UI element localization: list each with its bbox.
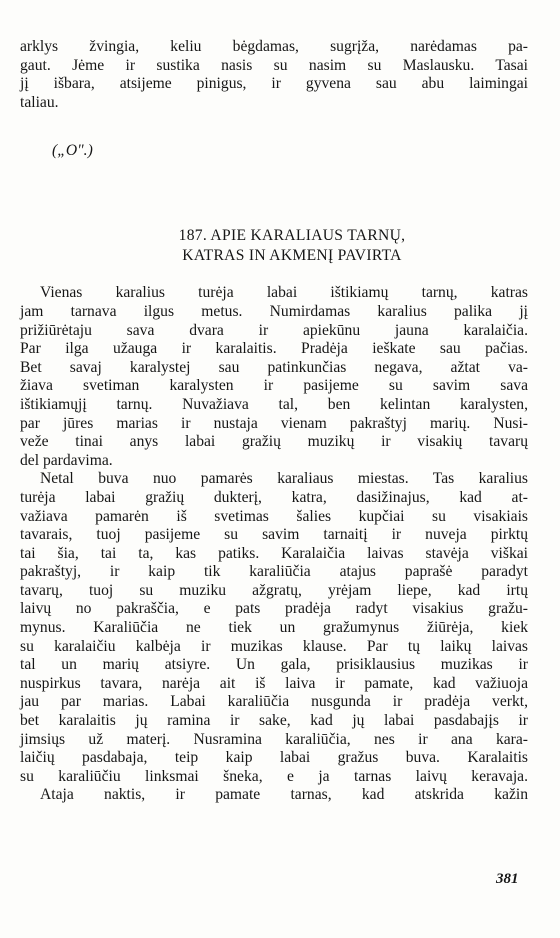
text-line: laičių pasdabaja, teip kaip labai gražus buva. Karalaitis	[20, 749, 528, 767]
text-line: gaut. Jėme ir sustika nasis su nasim su Maslausku. Tasai	[20, 56, 528, 74]
text-line: par jūres marias ir nustaja vienam pakraštyj marių. Nusi-	[20, 414, 528, 432]
text-line: tai šia, tai ta, kas patiks. Karalaičia laivas stavėja viškai	[20, 544, 528, 562]
text-line: tal un marių atsiyre. Un gala, prisiklausius muzikas ir	[20, 656, 528, 674]
text-line: taliau.	[20, 93, 59, 111]
text-line: jam tarnava ilgus metus. Numirdamas karalius palika jį	[20, 302, 528, 320]
text-line: turėja labai gražių dukterį, katra, dasižinajus, kad at-	[20, 488, 528, 506]
text-line: Bet savaj karalystej sau patinkunčias negava, ažtat va-	[20, 358, 528, 376]
story-text	[20, 284, 528, 805]
text-line: nuspirkus tavara, narėja ait iš laiva ir pamate, kad važiuoja	[20, 674, 528, 692]
text-line: jau par marias. Labai karaliūčia nusgunda ir pradėja verkt,	[20, 693, 528, 711]
text-line: tavarais, tuoj pasijeme su savim tarnaitį ir nuveja pirktų	[20, 526, 528, 544]
text-line: jimsiųs už materį. Nusramina karaliūčia, nes ir ana kara-	[20, 730, 528, 748]
text-line: Netal buva nuo pamarės karaliaus miestas. Tas karalius	[40, 470, 528, 488]
text-line: tavarų, tuoj su muziku ažgratų, yrėjam liepe, kad irtų	[20, 581, 528, 599]
text-line: veže tinai anys labai gražių muzikų ir visakių tavarų	[20, 433, 528, 451]
chapter-heading	[20, 226, 528, 266]
text-line: arklys žvingia, keliu bėgdamas, sugrįža, narėdamas pa-	[20, 38, 528, 55]
text-line: pakraštyj, ir kaip tik karaliūčia atajus paprašė paradyt	[20, 563, 528, 581]
text-line: žiava svetiman karalysten ir pasijeme su savim sava	[20, 377, 528, 395]
text-line: mynus. Karaliūčia ne tiek un gražumynus žiūrėja, kiek	[20, 619, 528, 637]
text-line: Ataja naktis, ir pamate tarnas, kad atskrida kažin	[40, 786, 528, 804]
text-line: Vienas karalius turėja labai ištikiamų tarnų, katras	[40, 284, 528, 302]
text-line: su karalaičiu kalbėja ir muzikas klause. Par tų laikų laivas	[20, 637, 528, 655]
intro-paragraph	[20, 38, 528, 112]
page-number: 381	[496, 871, 519, 887]
text-line: del pardavima.	[20, 451, 113, 469]
heading-line: 187. APIE KARALIAUS TARNŲ,	[178, 227, 406, 245]
text-line: važiava pamarėn iš svetimas šalies kupčiai su visakiais	[20, 507, 528, 525]
text-line: su karaliūčiu linksmai šneka, e ja tarnas laivų keravaja.	[20, 767, 528, 785]
source-attribution: („O".)	[52, 142, 93, 160]
text-line: Par ilga užauga ir karalaitis. Pradėja ieškate sau pačias.	[20, 340, 528, 358]
text-line: ištikiamųjį tarnų. Nuvažiava tal, ben kelintan karalysten,	[20, 395, 528, 413]
heading-line: KATRAS IN AKMENĮ PAVIRTA	[182, 247, 402, 265]
text-line: laivų no pakraščia, e pats pradėja radyt visakius gražu-	[20, 600, 528, 618]
book-page	[20, 38, 528, 805]
text-line: prižiūrėtaju sava dvara ir apiekūnu jauna karalaičia.	[20, 321, 528, 339]
text-line: bet karalaitis jų ramina ir sake, kad jų labai pasdabajįs ir	[20, 712, 528, 730]
text-line: jį išbara, atsijeme pinigus, ir gyvena sau abu laimingai	[20, 75, 528, 93]
